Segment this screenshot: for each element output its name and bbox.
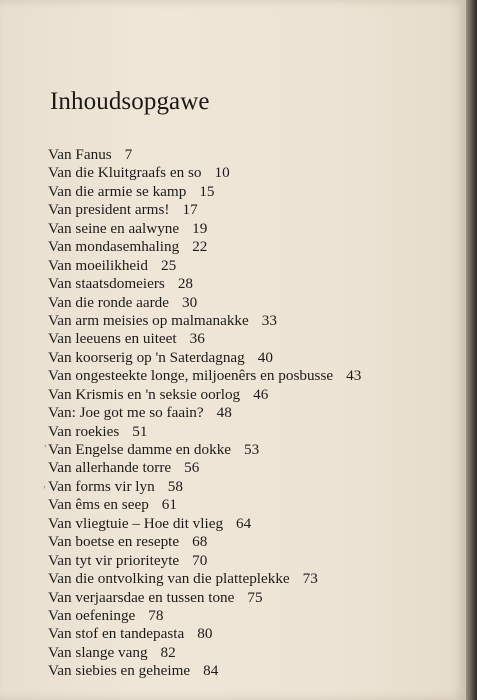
toc-entry-page: 43: [346, 367, 362, 385]
toc-entry-page: 17: [182, 201, 198, 219]
toc-entry-page: 75: [247, 588, 263, 606]
toc-entry: [48, 220, 361, 238]
toc-entry: [48, 183, 361, 201]
toc-entry: [48, 552, 361, 570]
toc-entry-title: Van leeuens en uiteet: [48, 330, 177, 348]
toc-entry: [48, 662, 361, 680]
toc-entry-title: Van die Kluitgraafs en so: [48, 164, 202, 182]
toc-entry: [48, 423, 361, 441]
toc-entry-title: Van oefeninge: [48, 606, 136, 624]
toc-entry-title: Van êms en seep: [48, 496, 149, 514]
toc-entry-page: 84: [203, 662, 219, 680]
toc-entry: [48, 201, 361, 219]
pencil-mark-icon: ,: [44, 437, 47, 449]
toc-entry-page: 30: [182, 293, 198, 311]
toc-entry-title: Van siebies en geheime: [48, 662, 191, 680]
toc-entry-page: 82: [160, 643, 176, 661]
toc-entry-title: Van moeilikheid: [48, 256, 148, 274]
toc-entry-title: Van ongesteekte longe, miljoenêrs en posbusse: [48, 367, 334, 385]
toc-entry-title: Van forms vir lyn: [48, 477, 155, 495]
toc-entry: [48, 570, 361, 588]
toc-entry: [48, 644, 361, 662]
toc-entry-page: 64: [236, 514, 252, 532]
toc-entry-page: 28: [177, 275, 194, 293]
toc-entry: [48, 404, 361, 422]
toc-entry-page: 53: [244, 441, 260, 458]
toc-entry-title: Van allerhande torre: [48, 459, 172, 477]
toc-entry-page: 46: [253, 385, 269, 403]
toc-entry-page: 33: [261, 311, 277, 329]
pencil-mark-icon: ,: [43, 478, 46, 490]
toc-entry-title: Van seine en aalwyne: [48, 219, 180, 237]
toc-entry: [48, 496, 361, 514]
toc-entry: [48, 275, 361, 293]
toc-entry: [48, 349, 361, 367]
toc-entry: [48, 164, 361, 182]
toc-entry: [48, 625, 361, 643]
toc-entry: [48, 589, 361, 607]
toc-entry-title: Van tyt vir prioriteyte: [48, 551, 180, 569]
toc-entry-title: Van slange vang: [48, 643, 148, 661]
toc-entry: [48, 330, 361, 348]
toc-entry: [48, 257, 361, 275]
toc-entry-title: Van Krismis en 'n seksie oorlog: [48, 385, 241, 403]
toc-entry-title: Van Engelse damme en dokke: [48, 441, 232, 458]
toc-entry-page: 22: [192, 238, 208, 256]
toc-entry-page: 80: [197, 625, 213, 643]
toc-entry-page: 19: [192, 219, 208, 237]
page-edge-shadow: [466, 0, 477, 700]
toc-entry-title: Van stof en tandepasta: [48, 625, 185, 643]
toc-entry-page: 40: [257, 348, 273, 366]
toc-entry: [48, 146, 361, 164]
toc-entry-page: 70: [192, 551, 208, 569]
toc-entry-page: 58: [167, 477, 183, 495]
toc-entry: [48, 607, 361, 625]
toc-entry-title: Van vliegtuie – Hoe dit vlieg: [48, 514, 224, 532]
toc-entry-page: 68: [192, 533, 208, 551]
toc-entry-page: 56: [184, 459, 200, 477]
toc-entry: [48, 386, 361, 404]
toc-entry: [48, 294, 361, 312]
toc-entry-title: Van president arms!: [48, 201, 170, 219]
toc-entry: [48, 367, 361, 385]
toc-entry-title: Van staatsdomeiers: [48, 275, 165, 293]
toc-entry: [48, 515, 361, 533]
toc-entry: [48, 533, 361, 551]
toc-entry-page: 10: [214, 164, 230, 182]
toc-entry-title: Van mondasemhaling: [48, 238, 180, 256]
table-of-contents: [48, 146, 361, 681]
toc-entry-title: Van die ontvolking van die platteplekke: [48, 570, 290, 588]
toc-entry-page: 15: [199, 182, 215, 200]
toc-entry: [48, 459, 361, 477]
toc-entry-title: Van: Joe got me so faain?: [48, 404, 204, 422]
toc-entry-page: 61: [161, 496, 177, 514]
toc-entry-title: Van koorserig op 'n Saterdagnag: [48, 348, 245, 366]
toc-entry: [48, 478, 361, 496]
toc-entry-title: Van die armie se kamp: [48, 182, 187, 200]
toc-entry-page: 7: [124, 146, 133, 163]
toc-entry-title: Van verjaarsdae en tussen tone: [48, 588, 235, 606]
toc-entry-title: Van die ronde aarde: [48, 293, 170, 311]
page-title: Inhoudsopgawe: [50, 88, 210, 115]
toc-entry-title: Van Fanus: [48, 146, 112, 163]
toc-entry-title: Van boetse en resepte: [48, 533, 180, 551]
toc-entry: [48, 238, 361, 256]
toc-entry-title: Van arm meisies op malmanakke: [48, 311, 249, 329]
toc-entry: [48, 441, 361, 459]
toc-entry-page: 78: [148, 606, 164, 624]
toc-entry-page: 51: [132, 422, 148, 440]
toc-entry-page: 73: [302, 570, 318, 588]
toc-entry-title: Van roekies: [48, 422, 120, 440]
toc-entry-page: 25: [160, 256, 177, 274]
toc-entry-page: 36: [189, 330, 205, 348]
toc-entry-page: 48: [216, 404, 232, 422]
toc-entry: [48, 312, 361, 330]
